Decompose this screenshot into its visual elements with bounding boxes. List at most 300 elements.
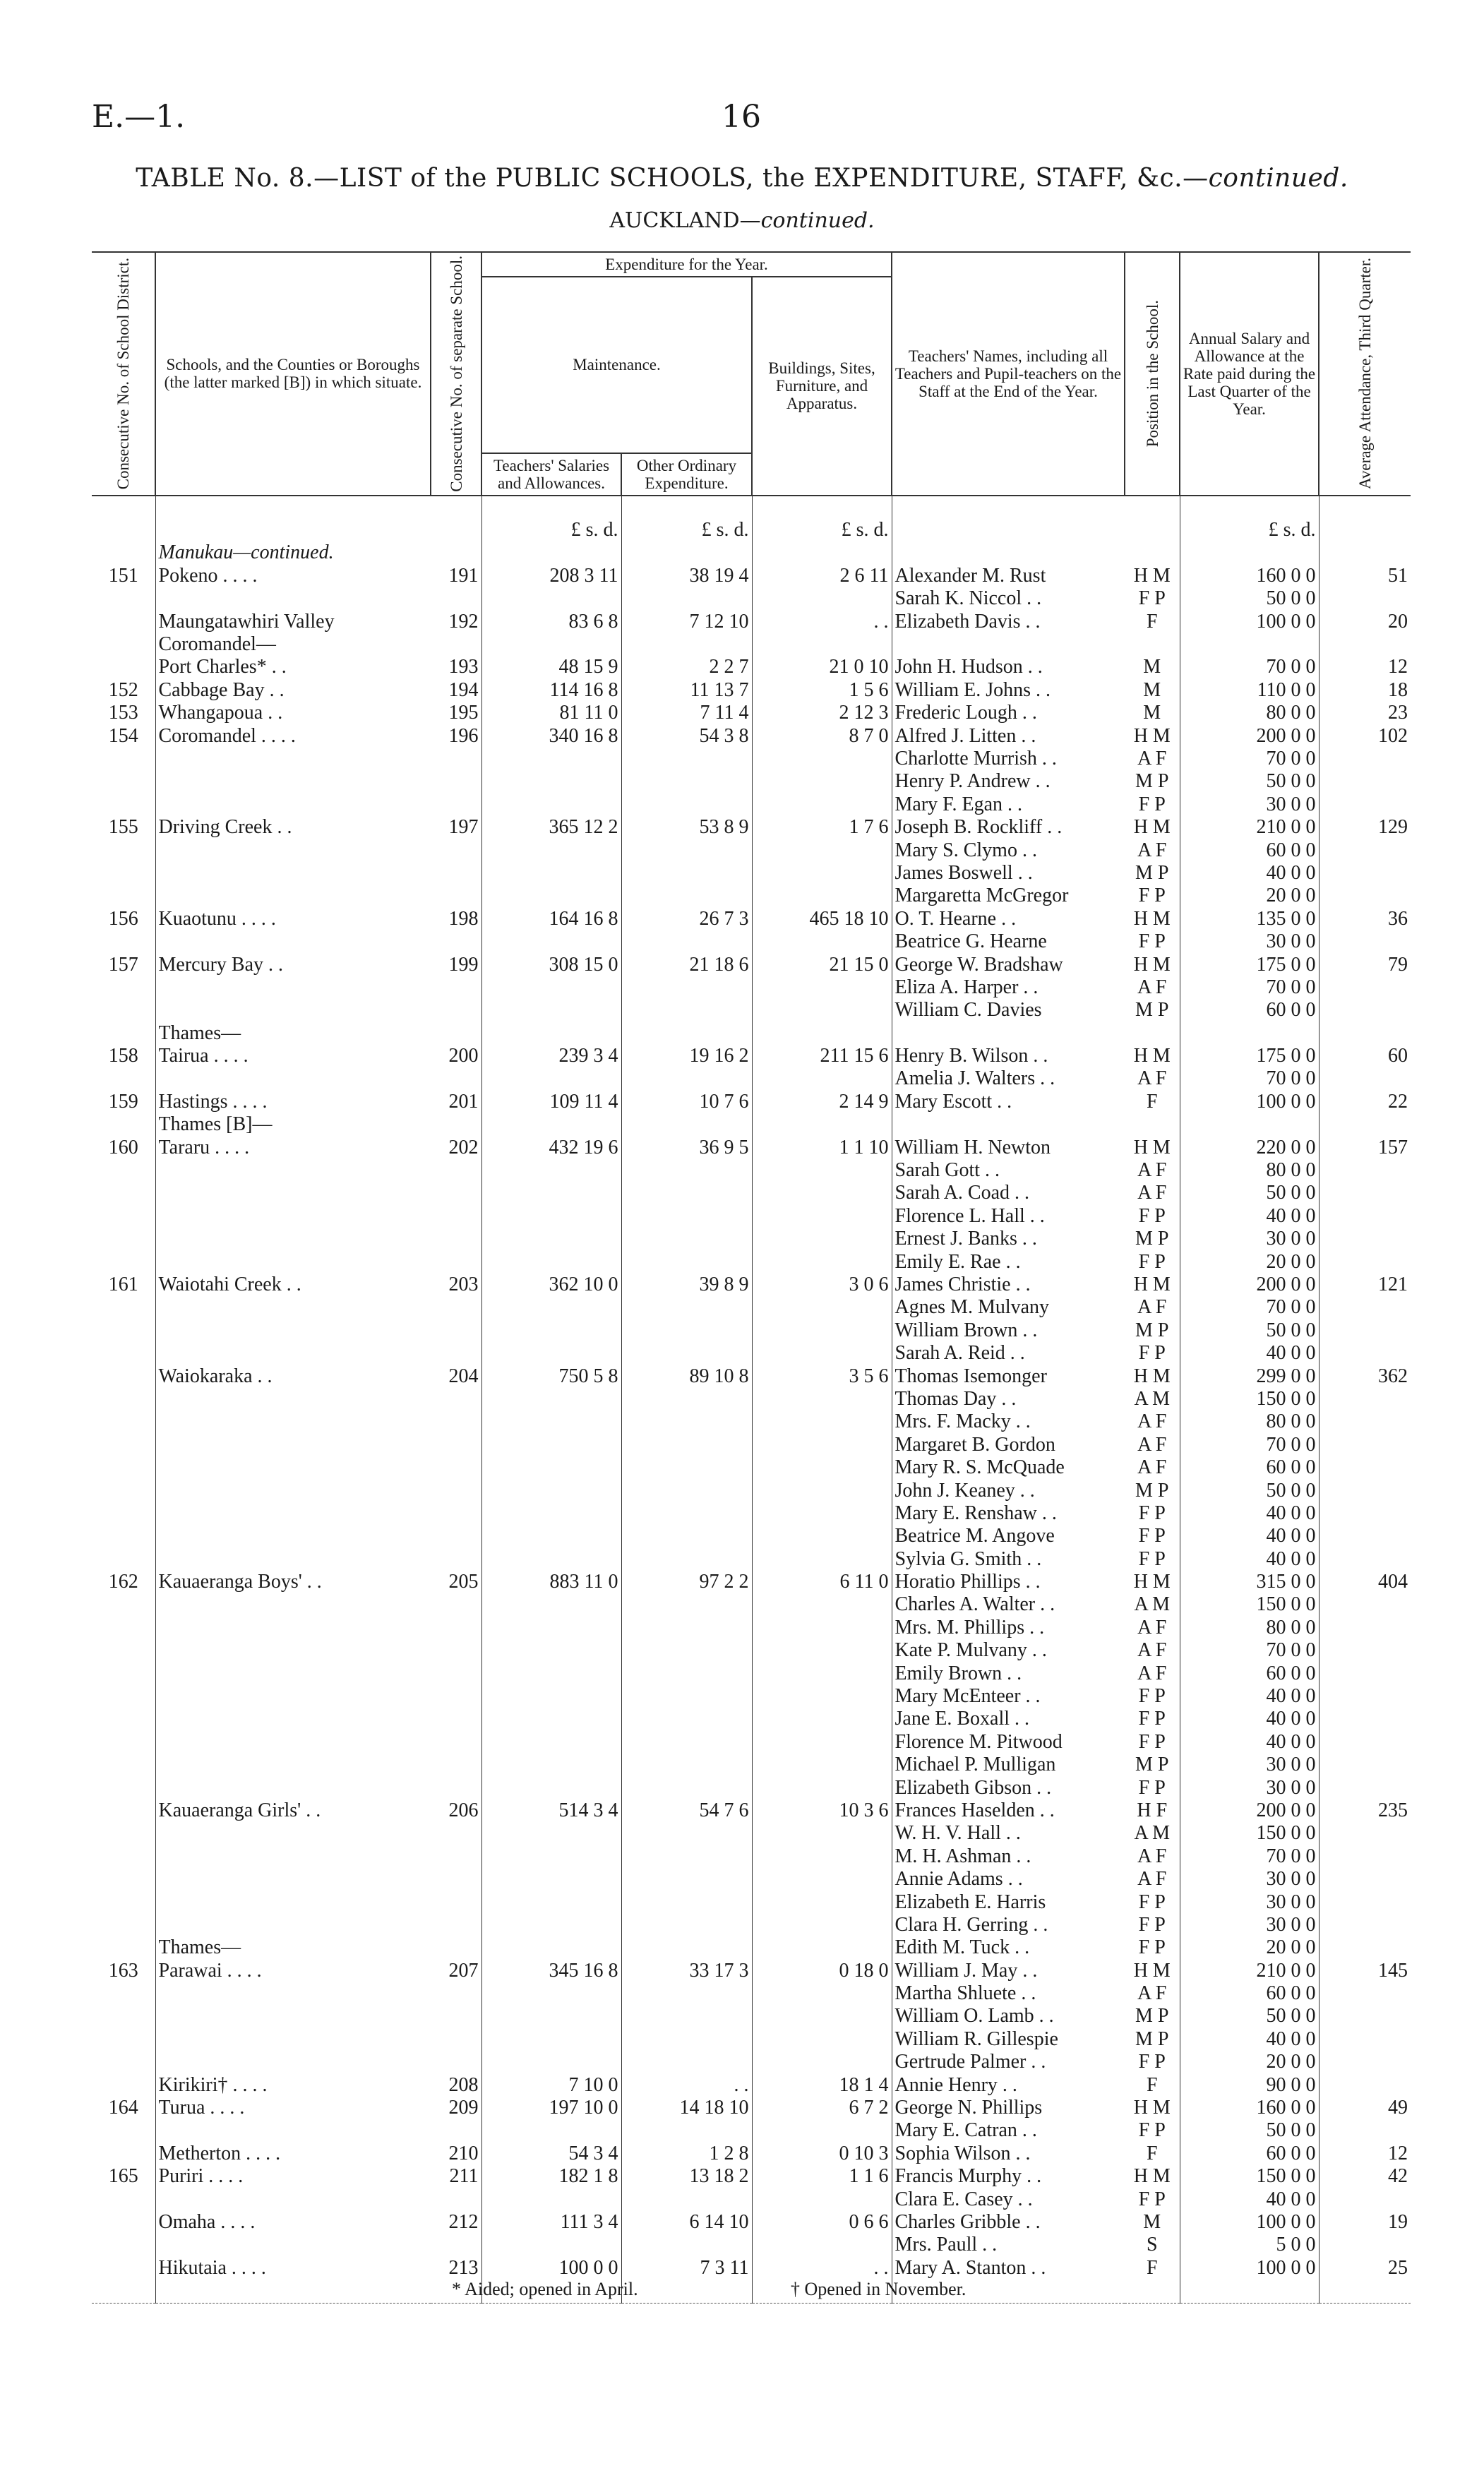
attendance-cell xyxy=(1319,976,1411,999)
buildings-cell: . . xyxy=(752,2257,892,2280)
table-row xyxy=(92,1914,1411,1936)
other-expenditure-cell xyxy=(621,1708,752,1730)
end-rule-cell xyxy=(621,2280,752,2303)
position-cell: F P xyxy=(1125,1708,1180,1730)
salary-rate-cell xyxy=(1180,541,1319,564)
salary-rate-cell: 200 0 0 xyxy=(1180,1799,1319,1822)
school-name-cell xyxy=(155,748,431,770)
other-expenditure-cell xyxy=(621,793,752,816)
school-no-cell: 201 xyxy=(431,1091,481,1113)
salaries-cell xyxy=(481,1410,621,1433)
salaries-cell: 83 6 8 xyxy=(481,611,621,633)
district-no-cell xyxy=(92,976,155,999)
position-cell: F P xyxy=(1125,1548,1180,1571)
district-no-cell xyxy=(92,541,155,564)
school-no-cell xyxy=(431,1410,481,1433)
other-expenditure-cell xyxy=(621,1982,752,2005)
other-expenditure-cell xyxy=(621,1868,752,1891)
attendance-cell: 157 xyxy=(1378,1136,1408,1158)
teacher-name-cell: George N. Phillips xyxy=(894,2097,1043,2119)
attendance-cell: 60 xyxy=(1388,1045,1408,1067)
buildings-cell xyxy=(752,839,892,862)
teacher-name-cell: Charles A. Walter . . xyxy=(894,1593,1055,1616)
other-expenditure-cell: 38 19 4 xyxy=(621,565,752,587)
other-expenditure-cell xyxy=(621,1388,752,1410)
end-rule-cell xyxy=(92,2280,155,2303)
header-district-no: Consecutive No. of School District. xyxy=(92,252,155,496)
end-rule-cell xyxy=(155,2280,431,2303)
teacher-name-cell: Sylvia G. Smith . . xyxy=(894,1547,1042,1570)
other-expenditure-cell: 53 8 9 xyxy=(621,816,752,839)
attendance-cell xyxy=(1319,1456,1411,1479)
teacher-name-cell: William H. Newton xyxy=(894,1136,1051,1158)
school-name-cell xyxy=(155,1296,431,1319)
buildings-cell xyxy=(752,1914,892,1936)
other-expenditure-cell xyxy=(621,1342,752,1365)
salaries-cell xyxy=(481,1777,621,1799)
salary-rate-cell: 100 0 0 xyxy=(1180,2257,1319,2280)
other-expenditure-cell: . . xyxy=(621,2074,752,2097)
attendance-cell: 22 xyxy=(1388,1090,1408,1113)
attendance-cell xyxy=(1319,1936,1411,1959)
buildings-cell xyxy=(752,1113,892,1136)
other-expenditure-cell: 33 17 3 xyxy=(621,1960,752,1982)
school-name-cell: Cabbage Bay . . xyxy=(158,678,285,701)
teacher-name-cell: Sarah A. Coad . . xyxy=(894,1182,1030,1204)
buildings-cell: 211 15 6 xyxy=(752,1045,892,1067)
district-no-cell xyxy=(92,1456,155,1479)
school-no-cell: 195 xyxy=(431,702,481,724)
buildings-cell xyxy=(752,1548,892,1571)
attendance-cell: 145 xyxy=(1378,1959,1408,1982)
other-expenditure-cell: 36 9 5 xyxy=(621,1137,752,1159)
table-row xyxy=(92,1388,1411,1410)
salaries-cell xyxy=(481,2188,621,2211)
other-expenditure-cell xyxy=(621,1639,752,1662)
school-name-cell xyxy=(155,1663,431,1685)
other-expenditure-cell: 1 2 8 xyxy=(621,2143,752,2165)
position-cell: A F xyxy=(1125,1617,1180,1639)
table-row xyxy=(92,1205,1411,1228)
district-no-cell xyxy=(92,1251,155,1274)
school-name-cell xyxy=(155,770,431,793)
salaries-cell xyxy=(481,1891,621,1914)
school-name-cell: Hastings . . . . xyxy=(158,1090,268,1113)
teacher-name-cell: Frances Haselden . . xyxy=(894,1799,1055,1821)
salaries-cell xyxy=(481,1502,621,1525)
salaries-cell xyxy=(481,1159,621,1182)
teacher-name-cell: Clara H. Gerring . . xyxy=(894,1913,1048,1936)
salaries-cell xyxy=(481,587,621,610)
buildings-cell xyxy=(752,1410,892,1433)
school-name-cell: Hikutaia . . . . xyxy=(158,2256,266,2279)
teacher-name-cell: Sarah K. Niccol . . xyxy=(894,587,1042,610)
salary-rate-cell: 60 0 0 xyxy=(1180,2143,1319,2165)
salaries-cell xyxy=(481,2119,621,2142)
salaries-cell xyxy=(481,976,621,999)
salaries-cell: 182 1 8 xyxy=(481,2165,621,2188)
table-row xyxy=(92,2005,1411,2027)
salaries-cell: 164 16 8 xyxy=(481,908,621,930)
salaries-cell: 239 3 4 xyxy=(481,1045,621,1067)
attendance-cell xyxy=(1319,1982,1411,2005)
position-cell: M P xyxy=(1125,2028,1180,2051)
buildings-cell xyxy=(752,587,892,610)
position-cell: F P xyxy=(1125,1936,1180,1959)
teacher-name-cell: Beatrice G. Hearne xyxy=(894,930,1047,953)
district-no-cell xyxy=(92,1822,155,1845)
buildings-cell xyxy=(752,770,892,793)
table-row xyxy=(92,656,1411,678)
teacher-name-cell: Annie Henry . . xyxy=(894,2073,1017,2096)
school-name-cell xyxy=(155,2188,431,2211)
buildings-cell xyxy=(752,1434,892,1456)
teacher-name-cell: Florence L. Hall . . xyxy=(894,1204,1045,1227)
position-cell: F xyxy=(1125,2143,1180,2165)
buildings-cell xyxy=(752,1936,892,1959)
attendance-cell xyxy=(1319,885,1411,907)
buildings-cell xyxy=(752,1022,892,1045)
district-no-cell xyxy=(92,1067,155,1090)
salaries-cell: 432 19 6 xyxy=(481,1137,621,1159)
salaries-cell: 100 0 0 xyxy=(481,2257,621,2280)
teacher-name-cell: Henry B. Wilson . . xyxy=(894,1045,1048,1067)
salaries-cell: 340 16 8 xyxy=(481,725,621,748)
table-row xyxy=(92,2165,1411,2188)
school-no-cell: 193 xyxy=(431,656,481,678)
salary-rate-cell: 200 0 0 xyxy=(1180,725,1319,748)
buildings-cell xyxy=(752,2188,892,2211)
teacher-name-cell xyxy=(892,1113,1125,1136)
position-cell: F P xyxy=(1125,1502,1180,1525)
attendance-cell xyxy=(1319,1685,1411,1708)
buildings-cell: 2 6 11 xyxy=(752,565,892,587)
school-name-cell xyxy=(155,976,431,999)
salary-rate-cell: 30 0 0 xyxy=(1180,1754,1319,1776)
buildings-cell xyxy=(752,1480,892,1502)
buildings-cell xyxy=(752,1525,892,1547)
currency-row xyxy=(92,519,1411,541)
position-cell: A F xyxy=(1125,1434,1180,1456)
teacher-name-cell: Sarah A. Reid . . xyxy=(894,1342,1025,1365)
district-no-cell xyxy=(92,2005,155,2027)
school-name-cell xyxy=(155,1456,431,1479)
school-no-cell: 207 xyxy=(431,1960,481,1982)
teacher-name-cell: Gertrude Palmer . . xyxy=(894,2051,1046,2073)
report-code: E.—1. xyxy=(92,99,186,135)
attendance-cell xyxy=(1319,2234,1411,2256)
buildings-cell xyxy=(752,541,892,564)
school-name-cell xyxy=(155,587,431,610)
buildings-cell: . . xyxy=(752,611,892,633)
school-no-cell xyxy=(431,2234,481,2256)
attendance-cell xyxy=(1319,1777,1411,1799)
currency-school-name-cell xyxy=(155,519,431,541)
district-no-cell xyxy=(92,1868,155,1891)
attendance-cell: 18 xyxy=(1388,678,1408,701)
salary-rate-cell xyxy=(1180,633,1319,656)
salary-rate-cell: 30 0 0 xyxy=(1180,1228,1319,1250)
teacher-name-cell: Michael P. Mulligan xyxy=(894,1754,1056,1776)
school-no-cell xyxy=(431,1296,481,1319)
school-no-cell: 202 xyxy=(431,1137,481,1159)
table-body xyxy=(92,496,1411,2303)
position-cell: H M xyxy=(1125,1571,1180,1593)
position-cell: M P xyxy=(1125,770,1180,793)
attendance-cell: 12 xyxy=(1388,2142,1408,2164)
school-name-cell xyxy=(155,1205,431,1228)
buildings-cell xyxy=(752,1639,892,1662)
header-expenditure: Expenditure for the Year. xyxy=(481,252,892,277)
other-expenditure-cell xyxy=(621,976,752,999)
salaries-cell xyxy=(481,1388,621,1410)
salary-rate-cell: 80 0 0 xyxy=(1180,1617,1319,1639)
district-no-cell xyxy=(92,587,155,610)
district-no-cell: 151 xyxy=(92,565,155,587)
table-row xyxy=(92,1113,1411,1136)
school-no-cell xyxy=(431,999,481,1022)
school-no-cell xyxy=(431,1456,481,1479)
district-no-cell xyxy=(92,839,155,862)
end-rule-cell xyxy=(1180,2280,1319,2303)
position-cell: F P xyxy=(1125,885,1180,907)
position-cell: H M xyxy=(1125,1274,1180,1296)
attendance-cell xyxy=(1319,1914,1411,1936)
salaries-cell xyxy=(481,1914,621,1936)
salary-rate-cell: 70 0 0 xyxy=(1180,976,1319,999)
table-row xyxy=(92,816,1411,839)
table-row xyxy=(92,2074,1411,2097)
district-no-cell xyxy=(92,2234,155,2256)
district-no-cell xyxy=(92,1845,155,1868)
salary-rate-cell: 30 0 0 xyxy=(1180,1868,1319,1891)
district-no-cell xyxy=(92,1914,155,1936)
district-no-cell xyxy=(92,656,155,678)
buildings-cell: 18 1 4 xyxy=(752,2074,892,2097)
salaries-cell xyxy=(481,1182,621,1204)
attendance-cell: 23 xyxy=(1388,702,1408,724)
position-cell: F xyxy=(1125,2257,1180,2280)
teacher-name-cell xyxy=(892,541,1125,564)
teacher-name-cell: Mary E. Catran . . xyxy=(894,2119,1037,2142)
teacher-name-cell: Mrs. F. Macky . . xyxy=(894,1410,1031,1433)
other-expenditure-cell xyxy=(621,770,752,793)
teacher-name-cell: Margaret B. Gordon xyxy=(894,1433,1055,1456)
other-expenditure-cell: 13 18 2 xyxy=(621,2165,752,2188)
school-no-cell xyxy=(431,1205,481,1228)
position-cell: H M xyxy=(1125,565,1180,587)
district-no-cell xyxy=(92,1434,155,1456)
other-expenditure-cell: 39 8 9 xyxy=(621,1274,752,1296)
attendance-cell xyxy=(1319,999,1411,1022)
school-no-cell xyxy=(431,1639,481,1662)
buildings-cell xyxy=(752,885,892,907)
table-title-main: TABLE No. 8.—LIST of the PUBLIC SCHOOLS, the EXPENDITURE, STAFF, &c.— xyxy=(136,164,1209,193)
school-name-cell: Port Charles* . . xyxy=(158,656,287,678)
district-no-cell xyxy=(92,1205,155,1228)
district-no-cell xyxy=(92,1113,155,1136)
salaries-cell xyxy=(481,1822,621,1845)
buildings-cell xyxy=(752,1822,892,1845)
school-name-cell xyxy=(155,1914,431,1936)
school-no-cell xyxy=(431,770,481,793)
school-name-cell xyxy=(155,1617,431,1639)
position-cell: F P xyxy=(1125,1891,1180,1914)
other-expenditure-cell: 2 2 7 xyxy=(621,656,752,678)
header-buildings: Buildings, Sites, Furniture, and Apparatus. xyxy=(752,277,892,496)
salary-rate-cell xyxy=(1180,1113,1319,1136)
attendance-cell xyxy=(1319,1868,1411,1891)
table-row xyxy=(92,1845,1411,1868)
position-cell: F P xyxy=(1125,1525,1180,1547)
school-no-cell xyxy=(431,2005,481,2027)
salaries-cell: 365 12 2 xyxy=(481,816,621,839)
salary-rate-cell: 50 0 0 xyxy=(1180,2005,1319,2027)
other-expenditure-cell xyxy=(621,2051,752,2073)
other-expenditure-cell xyxy=(621,1754,752,1776)
attendance-cell xyxy=(1319,1022,1411,1045)
district-no-cell xyxy=(92,1685,155,1708)
salary-rate-cell: 100 0 0 xyxy=(1180,611,1319,633)
salary-rate-cell: 150 0 0 xyxy=(1180,1822,1319,1845)
position-cell: F P xyxy=(1125,1205,1180,1228)
table-row xyxy=(92,1045,1411,1067)
school-no-cell xyxy=(431,1822,481,1845)
buildings-cell xyxy=(752,1228,892,1250)
salary-rate-cell: 150 0 0 xyxy=(1180,1388,1319,1410)
position-cell: M P xyxy=(1125,2005,1180,2027)
salary-rate-cell: 175 0 0 xyxy=(1180,954,1319,976)
position-cell: H M xyxy=(1125,1960,1180,1982)
attendance-cell: 12 xyxy=(1388,656,1408,678)
salary-rate-cell: 40 0 0 xyxy=(1180,1502,1319,1525)
teacher-name-cell: Mary F. Egan . . xyxy=(894,793,1023,815)
salary-rate-cell: 40 0 0 xyxy=(1180,862,1319,885)
school-name-cell xyxy=(155,1159,431,1182)
salaries-cell xyxy=(481,541,621,564)
other-expenditure-cell: 54 7 6 xyxy=(621,1799,752,1822)
currency-teacher-name-cell xyxy=(892,519,1125,541)
district-no-cell xyxy=(92,999,155,1022)
table-row xyxy=(92,930,1411,953)
attendance-cell xyxy=(1319,1159,1411,1182)
position-cell: F xyxy=(1125,2074,1180,2097)
school-no-cell: 204 xyxy=(431,1365,481,1388)
footnote-opened-november: † Opened in November. xyxy=(791,2279,967,2299)
teacher-name-cell: Francis Murphy . . xyxy=(894,2165,1042,2188)
school-no-cell xyxy=(431,1982,481,2005)
salaries-cell xyxy=(481,930,621,953)
teacher-name-cell: Clara E. Casey . . xyxy=(894,2188,1033,2210)
district-no-cell xyxy=(92,2143,155,2165)
salary-rate-cell: 70 0 0 xyxy=(1180,1639,1319,1662)
school-no-cell xyxy=(431,2119,481,2142)
salary-rate-cell: 60 0 0 xyxy=(1180,1982,1319,2005)
district-no-cell xyxy=(92,2188,155,2211)
other-expenditure-cell xyxy=(621,1777,752,1799)
school-name-cell xyxy=(155,1410,431,1433)
buildings-cell: 1 1 6 xyxy=(752,2165,892,2188)
position-cell: M P xyxy=(1125,1754,1180,1776)
salary-rate-cell: 30 0 0 xyxy=(1180,1891,1319,1914)
position-cell xyxy=(1125,1113,1180,1136)
position-cell xyxy=(1125,633,1180,656)
position-cell: F P xyxy=(1125,793,1180,816)
table-row xyxy=(92,1251,1411,1274)
teacher-name-cell: John H. Hudson . . xyxy=(894,656,1043,678)
table-row xyxy=(92,1960,1411,1982)
other-expenditure-cell xyxy=(621,1067,752,1090)
attendance-cell: 51 xyxy=(1388,564,1408,587)
salary-rate-cell: 150 0 0 xyxy=(1180,2165,1319,2188)
attendance-cell xyxy=(1319,1480,1411,1502)
buildings-cell xyxy=(752,1067,892,1090)
school-name-cell xyxy=(155,862,431,885)
other-expenditure-cell xyxy=(621,1617,752,1639)
teacher-name-cell: Florence M. Pitwood xyxy=(894,1730,1063,1753)
other-expenditure-cell xyxy=(621,1685,752,1708)
buildings-cell: 6 7 2 xyxy=(752,2097,892,2119)
salaries-cell xyxy=(481,1067,621,1090)
attendance-cell: 36 xyxy=(1388,907,1408,930)
salary-rate-cell: 135 0 0 xyxy=(1180,908,1319,930)
district-no-cell xyxy=(92,885,155,907)
attendance-cell xyxy=(1319,2074,1411,2097)
salary-rate-cell: 60 0 0 xyxy=(1180,1456,1319,1479)
attendance-cell xyxy=(1319,793,1411,816)
salaries-cell xyxy=(481,1936,621,1959)
district-no-cell xyxy=(92,1548,155,1571)
school-name-cell xyxy=(155,2234,431,2256)
salaries-cell xyxy=(481,748,621,770)
salaries-cell xyxy=(481,633,621,656)
school-name-cell xyxy=(155,930,431,953)
table-row xyxy=(92,1731,1411,1754)
position-cell: F P xyxy=(1125,2188,1180,2211)
school-name-cell xyxy=(155,1708,431,1730)
salary-rate-cell: 20 0 0 xyxy=(1180,1251,1319,1274)
teacher-name-cell: M. H. Ashman . . xyxy=(894,1845,1031,1867)
buildings-cell xyxy=(752,1593,892,1616)
salary-rate-cell: 80 0 0 xyxy=(1180,1410,1319,1433)
salaries-cell xyxy=(481,1868,621,1891)
buildings-cell xyxy=(752,1982,892,2005)
header-salaries: Teachers' Salaries and Allowances. xyxy=(481,453,621,496)
attendance-cell xyxy=(1319,1296,1411,1319)
salary-rate-cell: 70 0 0 xyxy=(1180,748,1319,770)
attendance-cell xyxy=(1319,1502,1411,1525)
buildings-cell xyxy=(752,1663,892,1685)
other-expenditure-cell: 7 12 10 xyxy=(621,611,752,633)
school-no-cell xyxy=(431,1914,481,1936)
buildings-cell: 21 0 10 xyxy=(752,656,892,678)
school-no-cell xyxy=(431,2051,481,2073)
district-no-cell xyxy=(92,2211,155,2234)
buildings-cell xyxy=(752,1251,892,1274)
school-name-cell xyxy=(155,1319,431,1342)
buildings-cell: 465 18 10 xyxy=(752,908,892,930)
salary-rate-cell xyxy=(1180,1022,1319,1045)
other-expenditure-cell: 10 7 6 xyxy=(621,1091,752,1113)
buildings-cell xyxy=(752,1685,892,1708)
district-no-cell xyxy=(92,1319,155,1342)
buildings-cell xyxy=(752,1754,892,1776)
table-row xyxy=(92,2051,1411,2073)
salaries-cell xyxy=(481,1342,621,1365)
position-cell: H M xyxy=(1125,2165,1180,2188)
school-name-cell xyxy=(155,1868,431,1891)
position-cell: M xyxy=(1125,2211,1180,2234)
